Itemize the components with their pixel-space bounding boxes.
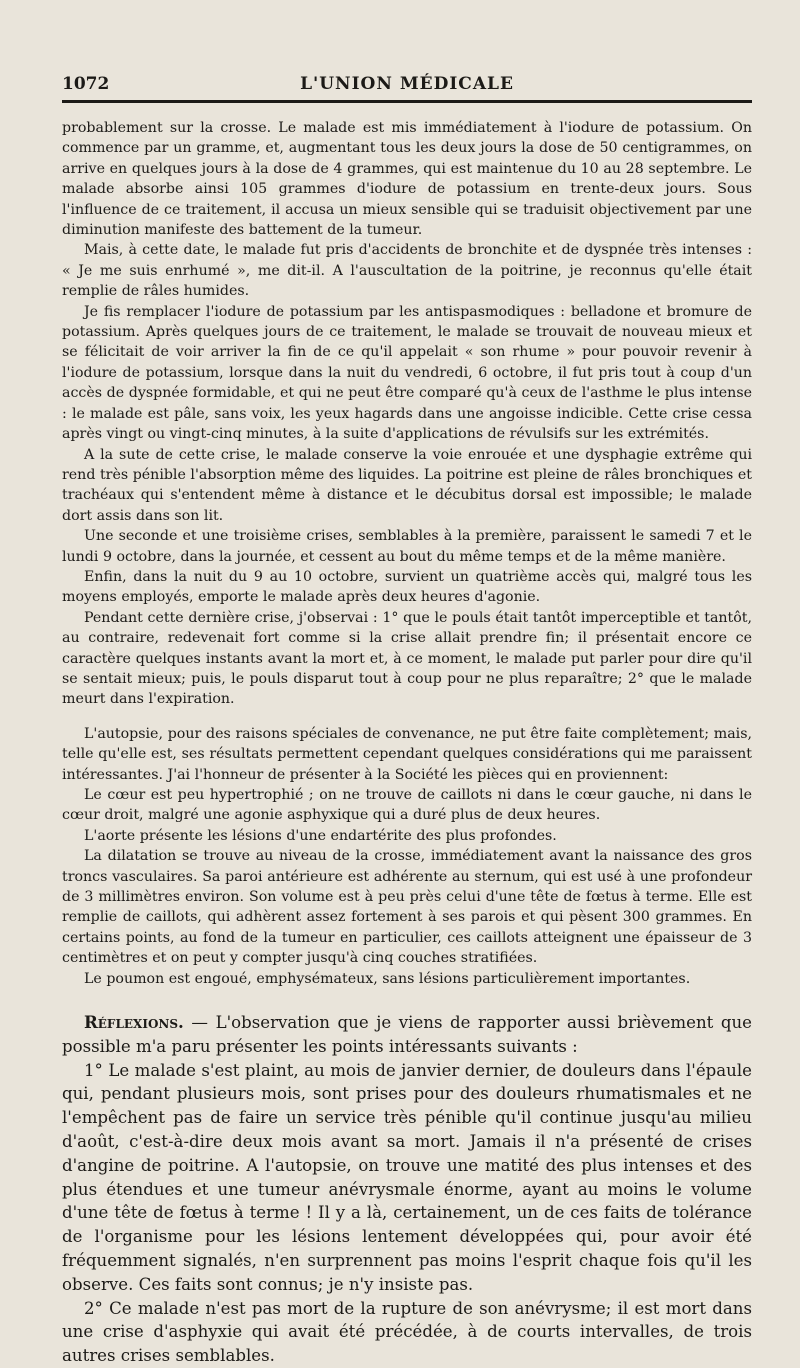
paragraph: Mais, à cette date, le malade fut pris d'accidents de bronchite et de dyspnée très intenses : « Je me suis enrhumé », me dit-il. A l'auscultation de la poitrine, je reconnus qu'elle était remplie de râles humides. bbox=[62, 242, 752, 300]
paragraph: L'aorte présente les lésions d'une endartérite des plus profondes. bbox=[84, 827, 557, 844]
paragraph: probablement sur la crosse. Le malade est mis immédiatement à l'iodure de potassium. On commence par un gramme, et, augmentant tous les deux jours la dose de 50 centigrammes, on arrive en quelques jours à la dose de 4 grammes, qui est maintenue du 10 au 28 septembre. Le malade absorbe ainsi 105 grammes d'iodure de potassium en trente-deux jours. Sous l'influence de ce traitement, il accusa un mieux sensible qui se traduisit objectivement par une diminution manifeste des battement de la tumeur. bbox=[62, 120, 752, 239]
paragraph: La dilatation se trouve au niveau de la crosse, immédiatement avant la naissance des gros troncs vasculaires. Sa paroi antérieure est adhérente au sternum, qui est usé à une profondeur de 3 millimètres environ. Son volume est à peu près celui d'une tête de fœtus à terme. Elle est remplie de caillots, qui adhèrent assez fortement à ses parois et qui pèsent 300 grammes. En certains points, au fond de la tumeur en particulier, ces caillots atteignent une épaisseur de 3 centimètres et on peut y compter jusqu'à cinq couches stratifiées. bbox=[62, 848, 752, 967]
reflexions-section bbox=[62, 1011, 752, 1368]
paragraph: Pendant cette dernière crise, j'observai : 1° que le pouls était tantôt imperceptible et tantôt, au contraire, redevenait fort comme si la crise allait prendre fin; il présentait encore ce caractère quelques instants avant la mort et, à ce moment, le malade put parler pour dire qu'il se sentait mieux; puis, le pouls disparut tout à coup pour ne plus reparaître; 2° que le malade meurt dans l'expiration. bbox=[62, 609, 752, 708]
paragraph: Enfin, dans la nuit du 9 au 10 octobre, survient un quatrième accès qui, malgré tous les moyens employés, emporte le malade après deux heures d'agonie. bbox=[62, 568, 752, 606]
paragraph: A la sute de cette crise, le malade conserve la voie enrouée et une dysphagie extrême qui rend très pénible l'absorption même des liquides. La poitrine est pleine de râles bronchiques et trachéaux qui s'entendent même à distance et le décubitus dorsal est impossible; le malade dort assis dans son lit. bbox=[62, 446, 752, 524]
reflexions-intro-text: — L'observation que je viens de rapporter aussi brièvement que possible m'a paru présenter les points intéressants suivants : bbox=[62, 1013, 752, 1056]
article-body bbox=[62, 118, 752, 1368]
page-number: 1072 bbox=[62, 74, 110, 94]
paragraph: Le poumon est engoué, emphysémateux, sans lésions particulièrement importantes. bbox=[84, 970, 691, 987]
paragraph: L'autopsie, pour des raisons spéciales de convenance, ne put être faite complètement; mais, telle qu'elle est, ses résultats permettent cependant quelques considérations qui me paraissent intéressantes. J'ai l'honneur de présenter à la Société les pièces qui en proviennent: bbox=[62, 725, 752, 783]
page-header bbox=[62, 66, 752, 96]
reflexions-heading: Réflexions. bbox=[84, 1012, 184, 1033]
paragraph: Le cœur est peu hypertrophié ; on ne trouve de caillots ni dans le cœur gauche, ni dans le cœur droit, malgré une agonie asphyxique qui a duré plus de deux heures. bbox=[62, 787, 752, 824]
reflexion-point: 1° Le malade s'est plaint, au mois de janvier dernier, de douleurs dans l'épaule qui, pendant plusieurs mois, sont prises pour des douleurs rhumatismales et ne l'empêchent pas de faire un service très pénible qu'il continue jusqu'au milieu d'août, c'est-à-dire deux mois avant sa mort. Jamais il n'a présenté de crises d'angine de poitrine. A l'autopsie, on trouve une matité des plus intenses et des plus étendues et une tumeur anévrysmale énorme, ayant au moins le volume d'une tête de fœtus à terme ! Il y a là, certainement, un de ces faits de tolérance de l'organisme pour les lésions lentement développées qui, pour avoir été fréquemment signalés, n'en surprennent pas moins l'esprit chaque fois qu'il les observe. Ces faits sont connus; je n'y insiste pas. bbox=[62, 1060, 752, 1294]
header-rule bbox=[62, 100, 752, 103]
journal-title: L'UNION MÉDICALE bbox=[300, 74, 514, 94]
paragraph: Je fis remplacer l'iodure de potassium par les antispasmodiques : belladone et bromure de potassium. Après quelques jours de ce traitement, le malade se trouvait de nouveau mieux et se félicitait de voir arriver la fin de ce qu'il appelait « son rhume » pour pouvoir revenir à l'iodure de potassium, lorsque dans la nuit du vendredi, 6 octobre, il fut pris tout à coup d'un accès de dyspnée formidable, et qui ne peut être comparé qu'à ceux de l'asthme le plus intense : le malade est pâle, sans voix, les yeux hagards dans une angoisse indicible. Cette crise cessa après vingt ou vingt-cinq minutes, à la suite d'applications de révulsifs sur les extrémités. bbox=[62, 303, 752, 443]
paragraph: Une seconde et une troisième crises, semblables à la première, paraissent le samedi 7 et le lundi 9 octobre, dans la journée, et cessent au bout du même temps et de la même manière. bbox=[62, 528, 752, 565]
reflexion-point: 2° Ce malade n'est pas mort de la rupture de son anévrysme; il est mort dans une crise d'asphyxie qui avait été précédée, à de courts intervalles, de trois autres crises semblables. bbox=[62, 1298, 752, 1366]
reflexions-intro bbox=[62, 1011, 752, 1059]
